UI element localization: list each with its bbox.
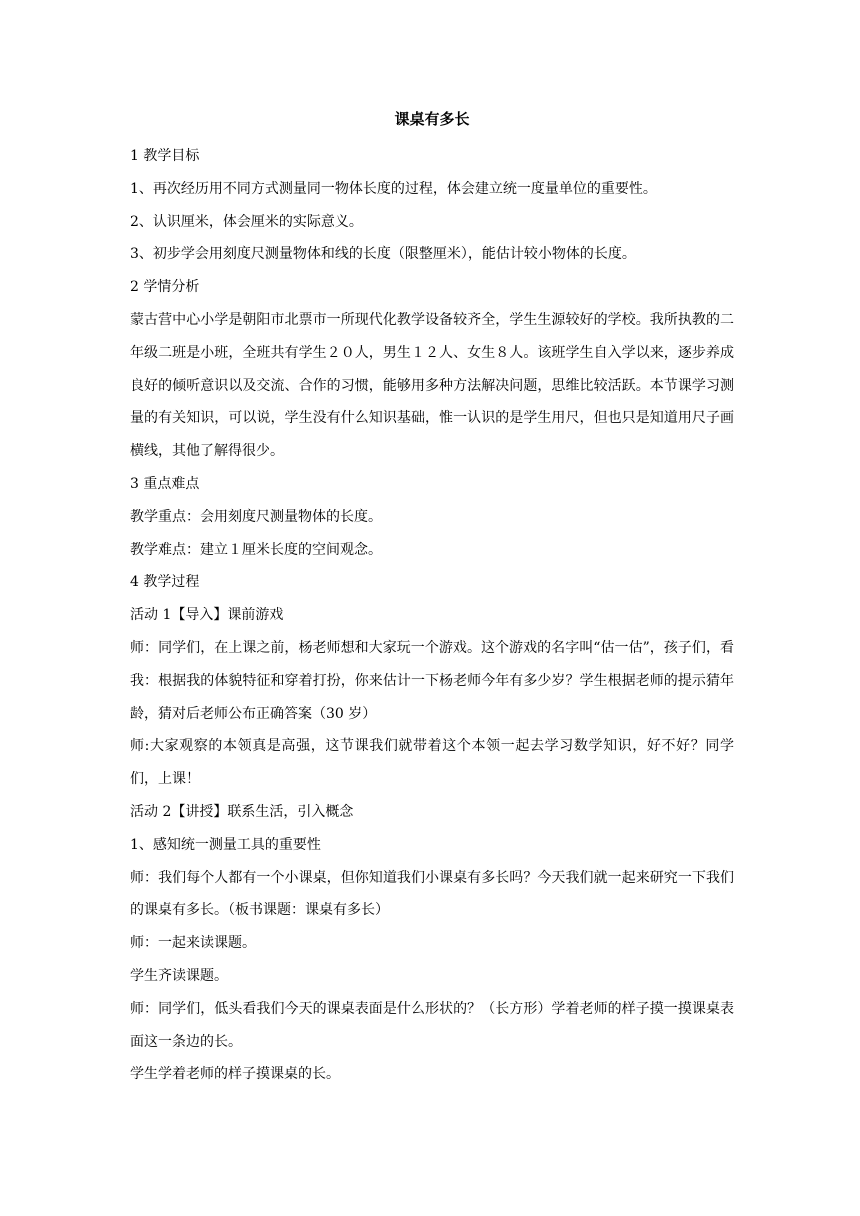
activity-2-text-5: 学生学着老师的样子摸课桌的长。 bbox=[130, 1066, 340, 1083]
key-point-text: 教学重点：会用刻度尺测量物体的长度。 bbox=[130, 508, 382, 525]
activity-1-heading: 活动 1【导入】课前游戏 bbox=[130, 607, 284, 624]
activity-1-text: 师：同学们，在上课之前，杨老师想和大家玩一个游戏。这个游戏的名字叫“估一估”，孩子们，看我：根据我的体貌特征和穿着打扮，你来估计一下杨老师今年有多少岁？学生根据老师的提示猜年龄，猜对后老师公布正确答案（30 岁） bbox=[130, 639, 734, 722]
activity-2-text-2: 师：一起来读课题。 bbox=[130, 935, 256, 952]
heading-teaching-process: 4 教学过程 bbox=[130, 574, 200, 591]
document-title: 课桌有多长 bbox=[394, 110, 470, 128]
heading-teaching-goals: 1 教学目标 bbox=[130, 148, 200, 164]
student-analysis-text: 蒙古营中心小学是朝阳市北票市一所现代化教学设备较齐全，学生生源较好的学校。我所执教的二年级二班是小班，全班共有学生２０人，男生１２人、女生８人。该班学生自入学以来，逐步养成良好的倾听意识以及交流、合作的习惯，能够用多种方法解决问题，思维比较活跃。本节课学习测量的有关知识，可以说，学生没有什么知识基础，惟一认识的是学生用尺，但也只是知道用尺子画横线，其他了解得很少。 bbox=[130, 311, 734, 460]
goal-item-2: 2、认识厘米，体会厘米的实际意义。 bbox=[130, 213, 363, 230]
document-body bbox=[130, 108, 734, 1091]
activity-2-heading: 活动 2【讲授】联系生活，引入概念 bbox=[130, 803, 354, 820]
goal-item-1: 1、再次经历用不同方式测量同一物体长度的过程，体会建立统一度量单位的重要性。 bbox=[130, 180, 657, 197]
heading-student-analysis: 2 学情分析 bbox=[130, 279, 200, 296]
goal-item-3: 3、初步学会用刻度尺测量物体和线的长度（限整厘米），能估计较小物体的长度。 bbox=[130, 246, 636, 263]
activity-1-closing: 师:大家观察的本领真是高强，这节课我们就带着这个本领一起去学习数学知识，好不好？同学们，上课！ bbox=[130, 738, 734, 788]
difficult-point-text: 教学难点：建立１厘米长度的空间观念。 bbox=[130, 541, 382, 558]
heading-key-points: 3 重点难点 bbox=[130, 475, 200, 492]
activity-2-text-4: 师：同学们，低头看我们今天的课桌表面是什么形状的？（长方形）学着老师的样子摸一摸课桌表面这一条边的长。 bbox=[130, 1000, 734, 1050]
activity-2-text-3: 学生齐读课题。 bbox=[130, 967, 228, 984]
activity-2-subheading: 1、感知统一测量工具的重要性 bbox=[130, 836, 321, 853]
activity-2-text-1: 师：我们每个人都有一个小课桌，但你知道我们小课桌有多长吗？今天我们就一起来研究一下我们的课桌有多长。（板书课题：课桌有多长） bbox=[130, 869, 734, 919]
